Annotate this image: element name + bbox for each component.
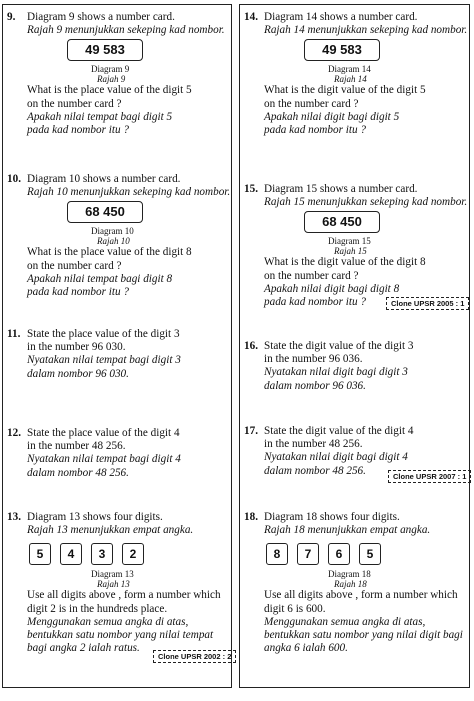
question-prompt: digit 6 is 600. <box>264 602 326 615</box>
question-number: 17. <box>244 425 258 437</box>
caption-ms: Rajah 18 <box>334 579 367 590</box>
diagram-caption <box>91 64 225 84</box>
digit-card: 6 <box>328 543 350 565</box>
clone-badge: Clone UPSR 2002 : 2 <box>153 650 236 663</box>
question-number: 16. <box>244 340 258 352</box>
question-text-ms: Nyatakan nilai tempat bagi digit 3 <box>27 354 181 367</box>
question-prompt-ms: bagi angka 2 ialah ratus. <box>27 642 140 655</box>
question-prompt-ms: Menggunakan semua angka di atas, <box>27 615 189 628</box>
question-prompt: digit 2 is in the hundreds place. <box>27 602 168 615</box>
question-text-en: State the place value of the digit 3 <box>27 328 180 340</box>
question-text-ms: dalam nombor 48 256. <box>27 466 129 479</box>
diagram-caption <box>91 569 225 589</box>
question-text-en: in the number 48 256. <box>27 440 126 453</box>
question-prompt-ms: bentukkan satu nombor yang nilai tempat <box>27 629 214 642</box>
question-text-en: in the number 96 030. <box>27 341 126 354</box>
question-text-en: Diagram 15 shows a number card. <box>264 183 418 195</box>
question-prompt-ms: pada kad nombor itu ? <box>264 296 366 309</box>
question-number: 15. <box>244 183 258 195</box>
diagram-caption <box>91 226 225 246</box>
question-text-en: State the digit value of the digit 3 <box>264 340 414 352</box>
caption-ms: Rajah 15 <box>334 246 367 257</box>
caption-en: Diagram 18 <box>328 569 371 580</box>
question-prompt-ms: bentukkan satu nombor yang nilai digit bagi <box>264 629 463 642</box>
question-prompt: on the number card ? <box>264 269 359 282</box>
clone-badge: Clone UPSR 2005 : 1 <box>386 297 469 310</box>
question-text-en: in the number 48 256. <box>264 438 363 451</box>
digit-card: 5 <box>29 543 51 565</box>
question-prompt-ms: Menggunakan semua angka di atas, <box>264 615 426 628</box>
digit-cards <box>266 543 463 565</box>
question-prompt: Use all digits above , form a number which <box>264 589 458 602</box>
question-text-ms: Rajah 10 menunjukkan sekeping kad nombor. <box>27 186 231 199</box>
question-prompt: on the number card ? <box>27 259 122 272</box>
question-text-en: Diagram 18 shows four digits. <box>264 511 400 523</box>
question-prompt-ms: pada kad nombor itu ? <box>27 124 129 137</box>
question-number: 13. <box>7 511 21 523</box>
question-number: 14. <box>244 11 258 23</box>
caption-en: Diagram 10 <box>91 226 134 237</box>
question-prompt: What is the digit value of the digit 5 <box>264 84 426 97</box>
question-text-ms: Nyatakan nilai digit bagi digit 4 <box>264 451 408 464</box>
question-prompt-ms: pada kad nombor itu ? <box>264 124 366 137</box>
question-prompt: What is the place value of the digit 8 <box>27 246 192 259</box>
question-text-ms: Rajah 15 menunjukkan sekeping kad nombor. <box>264 196 468 209</box>
question-text-ms: Rajah 13 menunjukkan empat angka. <box>27 524 194 537</box>
question-prompt-ms: angka 6 ialah 600. <box>264 642 348 655</box>
question-18 <box>240 511 469 655</box>
digit-card: 4 <box>60 543 82 565</box>
caption-ms: Rajah 13 <box>97 579 130 590</box>
question-prompt: What is the place value of the digit 5 <box>27 84 192 97</box>
question-number: 10. <box>7 173 21 185</box>
question-prompt-ms: Apakah nilai digit bagi digit 5 <box>264 110 400 123</box>
clone-badge: Clone UPSR 2007 : 1 <box>388 470 471 483</box>
question-text-ms: dalam nombor 96 036. <box>264 379 366 392</box>
number-card: 68 450 <box>304 211 380 233</box>
question-text-en: State the digit value of the digit 4 <box>264 425 414 437</box>
question-prompt-ms: Apakah nilai tempat bagi digit 8 <box>27 272 173 285</box>
number-card: 68 450 <box>67 201 143 223</box>
question-9 <box>3 11 231 137</box>
caption-ms: Rajah 10 <box>97 236 130 247</box>
question-prompt-ms: Apakah nilai tempat bagi digit 5 <box>27 110 173 123</box>
question-11 <box>3 328 231 381</box>
question-text-en: State the place value of the digit 4 <box>27 427 180 439</box>
question-text-en: Diagram 10 shows a number card. <box>27 173 181 185</box>
question-prompt: on the number card ? <box>27 97 122 110</box>
number-card: 49 583 <box>67 39 143 61</box>
left-column <box>2 4 232 688</box>
question-10 <box>3 173 231 299</box>
question-text-en: Diagram 14 shows a number card. <box>264 11 418 23</box>
question-text-ms: dalam nombor 96 030. <box>27 367 129 380</box>
digit-card: 3 <box>91 543 113 565</box>
diagram-caption <box>328 569 463 589</box>
question-text-ms: dalam nombor 48 256. <box>264 464 366 477</box>
question-text-en: Diagram 13 shows four digits. <box>27 511 163 523</box>
question-number: 12. <box>7 427 21 439</box>
digit-card: 5 <box>359 543 381 565</box>
caption-en: Diagram 14 <box>328 64 371 75</box>
question-prompt-ms: Apakah nilai digit bagi digit 8 <box>264 282 400 295</box>
diagram-caption <box>328 64 463 84</box>
question-number: 18. <box>244 511 258 523</box>
digit-card: 8 <box>266 543 288 565</box>
caption-en: Diagram 9 <box>91 64 130 75</box>
question-text-ms: Nyatakan nilai digit bagi digit 3 <box>264 366 408 379</box>
question-12 <box>3 427 231 480</box>
question-text-ms: Rajah 9 menunjukkan sekeping kad nombor. <box>27 24 225 37</box>
question-prompt: What is the digit value of the digit 8 <box>264 256 426 269</box>
question-text-ms: Nyatakan nilai tempat bagi digit 4 <box>27 453 181 466</box>
question-number: 9. <box>7 11 16 23</box>
digit-card: 2 <box>122 543 144 565</box>
number-card: 49 583 <box>304 39 380 61</box>
question-number: 11. <box>7 328 21 340</box>
question-16 <box>240 340 469 393</box>
question-text-en: Diagram 9 shows a number card. <box>27 11 175 23</box>
question-prompt: Use all digits above , form a number which <box>27 589 221 602</box>
caption-en: Diagram 13 <box>91 569 134 580</box>
diagram-caption <box>328 236 463 256</box>
question-text-en: in the number 96 036. <box>264 353 363 366</box>
question-13 <box>3 511 231 655</box>
digit-cards <box>29 543 225 565</box>
question-text-ms: Rajah 14 menunjukkan sekeping kad nombor. <box>264 24 468 37</box>
caption-ms: Rajah 14 <box>334 74 367 85</box>
caption-en: Diagram 15 <box>328 236 371 247</box>
question-15 <box>240 183 469 309</box>
caption-ms: Rajah 9 <box>97 74 126 85</box>
question-14 <box>240 11 469 137</box>
digit-card: 7 <box>297 543 319 565</box>
right-column <box>239 4 470 688</box>
question-prompt: on the number card ? <box>264 97 359 110</box>
question-text-ms: Rajah 18 menunjukkan empat angka. <box>264 524 431 537</box>
question-prompt-ms: pada kad nombor itu ? <box>27 286 129 299</box>
